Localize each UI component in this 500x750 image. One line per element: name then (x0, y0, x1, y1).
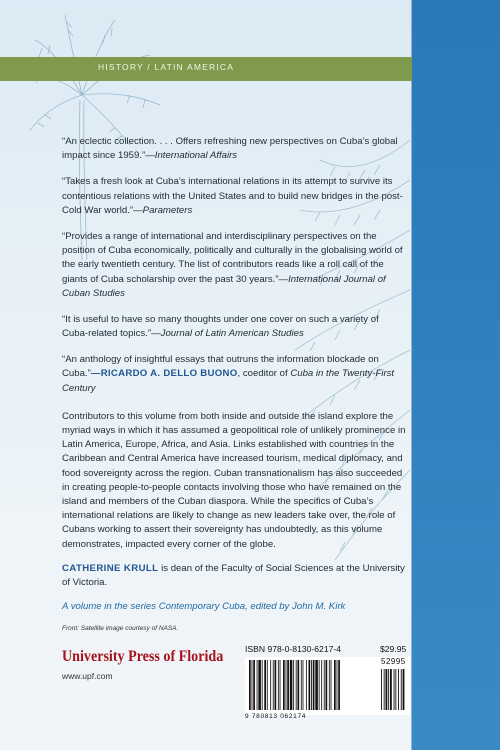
blue-side-stripe (411, 0, 500, 750)
quote-attribution: —RICARDO A. DELLO BUONO (90, 368, 238, 380)
quote-text: “An anthology of insightful essays that outruns the information blockade on Cuba.” (62, 354, 379, 380)
publisher-logo: University Press of Florida (62, 648, 224, 665)
quote-text: “It is useful to have so many thoughts under one cover on such a variety of Cuba-related topics.” (62, 313, 379, 340)
author-name: CATHERINE KRULL (62, 562, 159, 574)
category-label: HISTORY / LATIN AMERICA (98, 62, 235, 72)
price-code: 52995 (381, 657, 406, 666)
author-bio (62, 562, 407, 590)
cover-credit: Front: Satellite image courtesy of NASA. (62, 625, 179, 633)
series-note: A volume in the series Contemporary Cuba, edited by John M. Kirk (62, 601, 346, 613)
quote-source: —International Journal of Cuban Studies (62, 273, 386, 299)
quote-text: “An eclectic collection. . . . Offers refreshing new perspectives on Cuba’s global impact since 1959.” (62, 136, 398, 162)
quote-attribution-role: , coeditor of (237, 368, 291, 380)
quote-source: —International Affairs (145, 150, 238, 162)
review-quote (62, 313, 407, 341)
quote-attribution-work: Cuba in the Twenty-First Century (62, 368, 395, 394)
barcode-digits: 9 780813 062174 (245, 713, 307, 720)
quote-text: “Takes a fresh look at Cuba’s international relations in its attempt to survive its contentious relations with the United States and to build new bridges in the post-Cold War world.” (62, 176, 403, 216)
isbn-label: ISBN 978-0-8130-6217-4 (245, 644, 342, 654)
quote-text: “Provides a range of international and interdisciplinary perspectives on the position of Cuba economically, politically and culturally in the globalising world of the early twentieth century. The list of contributors reads like a roll call of the giants of Cuba scholarship over the past 30 years.” (62, 230, 403, 285)
back-cover-text (62, 135, 407, 634)
author-bio-text: is dean of the Faculty of Social Sciences at the University of Victoria. (62, 562, 405, 588)
review-quote (62, 175, 407, 218)
review-quote (62, 135, 407, 163)
review-quote (62, 230, 407, 301)
review-quote (62, 353, 407, 396)
quote-source: —Parameters (133, 204, 193, 216)
book-description: Contributors to this volume from both inside and outside the island explore the myriad ways in which it has assumed a geopolitical role of unlikely prominence in Latin America, Europe, Africa, and Asia. Links established with countries in the Caribbean and Central America have increased tourism, medical diplomacy, and food sovereignty across the region. Cuban transnationalism has also succeeded in creating people-to-people contacts involving those who have remained on the island and members of the Cuban diaspora. While the specifics of Cuba’s international relations are likely to change as new leaders take over, the role of Cubans working to assert their sovereignty has undoubtedly, as this volume demonstrates, impacted every corner of the globe. (62, 410, 406, 550)
quote-source: —Journal of Latin American Studies (151, 328, 304, 340)
publisher-website: www.upf.com (62, 671, 113, 681)
category-band (0, 57, 412, 81)
price-label: $29.95 (380, 644, 407, 654)
